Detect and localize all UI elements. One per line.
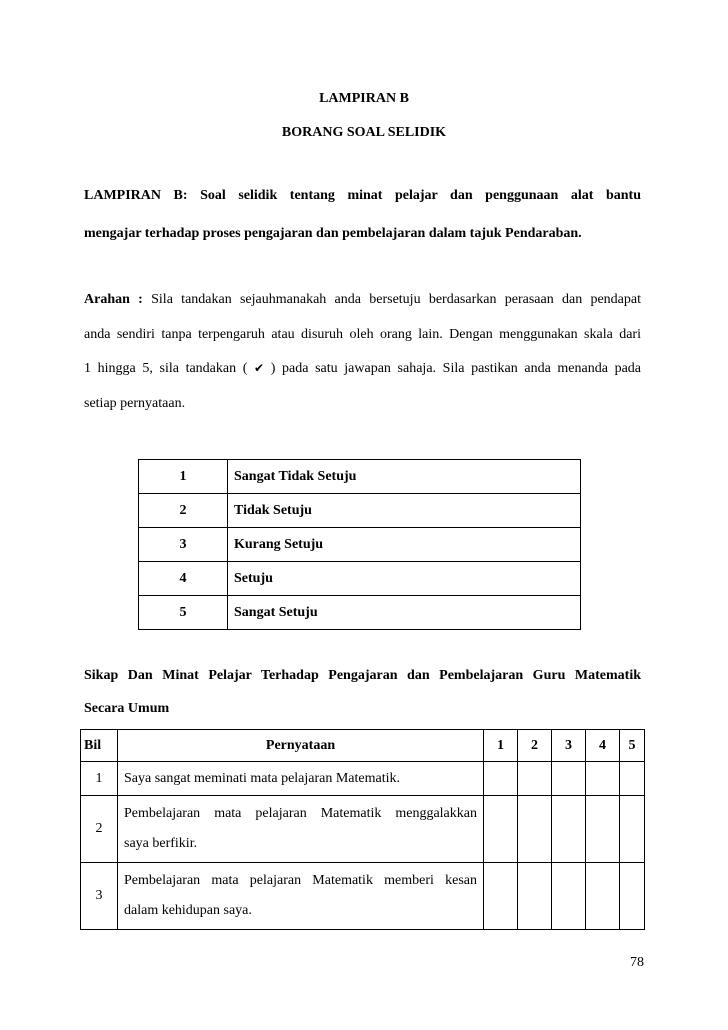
- check-mark-icon: ✔: [254, 361, 265, 375]
- answer-cell-3[interactable]: [552, 796, 586, 863]
- table-header-row: [81, 730, 645, 762]
- scale-label: Setuju: [228, 562, 581, 596]
- answer-cell-2[interactable]: [518, 796, 552, 863]
- scale-number: 4: [139, 562, 228, 596]
- answer-cell-2[interactable]: [518, 863, 552, 930]
- header-scale-4: 4: [586, 730, 620, 762]
- statement-line-1: Pembelajaran mata pelajaran Matematik menggalakkan: [124, 806, 477, 821]
- row-bil: 3: [81, 863, 118, 930]
- answer-cell-4[interactable]: [586, 796, 620, 863]
- header-scale-5: 5: [620, 730, 645, 762]
- scale-number: 5: [139, 596, 228, 630]
- answer-cell-2[interactable]: [518, 762, 552, 796]
- scale-row: [139, 562, 581, 596]
- answer-cell-4[interactable]: [586, 762, 620, 796]
- row-statement: [118, 762, 484, 796]
- section-title-line-1: Sikap Dan Minat Pelajar Terhadap Pengajaran dan Pembelajaran Guru Matematik: [84, 668, 641, 683]
- table-row: [81, 762, 645, 796]
- section-title-line-2: Secara Umum: [84, 701, 170, 716]
- statement-line-2: dalam kehidupan saya.: [124, 903, 252, 918]
- scale-row: [139, 494, 581, 528]
- scale-table: [138, 459, 581, 630]
- intro-line-2: mengajar terhadap proses pengajaran dan pembelajaran dalam tajuk Pendaraban.: [84, 226, 582, 241]
- row-statement: [118, 796, 484, 863]
- row-statement: [118, 863, 484, 930]
- questionnaire-table: [80, 729, 645, 930]
- scale-number: 3: [139, 528, 228, 562]
- answer-cell-1[interactable]: [484, 863, 518, 930]
- header-scale-2: 2: [518, 730, 552, 762]
- scale-label: Kurang Setuju: [228, 528, 581, 562]
- scale-row: [139, 528, 581, 562]
- header-scale-3: 3: [552, 730, 586, 762]
- instructions-text-3b: ) pada satu jawapan sahaja. Sila pastikan anda menanda pada: [270, 361, 642, 376]
- scale-number: 1: [139, 460, 228, 494]
- answer-cell-3[interactable]: [552, 762, 586, 796]
- appendix-title: LAMPIRAN B: [319, 91, 409, 106]
- answer-cell-5[interactable]: [620, 762, 645, 796]
- table-row: [81, 796, 645, 863]
- scale-row: [139, 596, 581, 630]
- scale-label: Tidak Setuju: [228, 494, 581, 528]
- answer-cell-3[interactable]: [552, 863, 586, 930]
- row-bil: 1: [81, 762, 118, 796]
- header-scale-1: 1: [484, 730, 518, 762]
- statement-line-1: Pembelajaran mata pelajaran Matematik memberi kesan: [124, 873, 477, 888]
- instructions-line-4: setiap pernyataan.: [84, 396, 186, 411]
- instructions-text-3a: 1 hingga 5, sila tandakan (: [84, 361, 248, 376]
- header-statement: Pernyataan: [118, 730, 484, 762]
- statement-line-1: Saya sangat meminati mata pelajaran Matematik.: [124, 770, 401, 786]
- scale-label: Sangat Setuju: [228, 596, 581, 630]
- instructions-line-1: [84, 292, 641, 308]
- form-title: BORANG SOAL SELIDIK: [281, 125, 447, 140]
- scale-label: Sangat Tidak Setuju: [228, 460, 581, 494]
- row-bil: 2: [81, 796, 118, 863]
- instructions-label: Arahan :: [84, 292, 143, 307]
- answer-cell-5[interactable]: [620, 796, 645, 863]
- table-row: [81, 863, 645, 930]
- instructions-line-3: [84, 361, 641, 377]
- header-bil: Bil: [81, 730, 118, 762]
- answer-cell-5[interactable]: [620, 863, 645, 930]
- statement-line-2: saya berfikir.: [124, 836, 198, 851]
- answer-cell-4[interactable]: [586, 863, 620, 930]
- page-number: 78: [630, 955, 644, 970]
- scale-row: [139, 460, 581, 494]
- instructions-text-1: Sila tandakan sejauhmanakah anda bersetuju berdasarkan perasaan dan pendapat: [151, 292, 642, 307]
- answer-cell-1[interactable]: [484, 762, 518, 796]
- scale-number: 2: [139, 494, 228, 528]
- intro-line-1: LAMPIRAN B: Soal selidik tentang minat pelajar dan penggunaan alat bantu: [84, 188, 641, 203]
- instructions-line-2: anda sendiri tanpa terpengaruh atau disuruh oleh orang lain. Dengan menggunakan skala dari: [84, 327, 641, 342]
- answer-cell-1[interactable]: [484, 796, 518, 863]
